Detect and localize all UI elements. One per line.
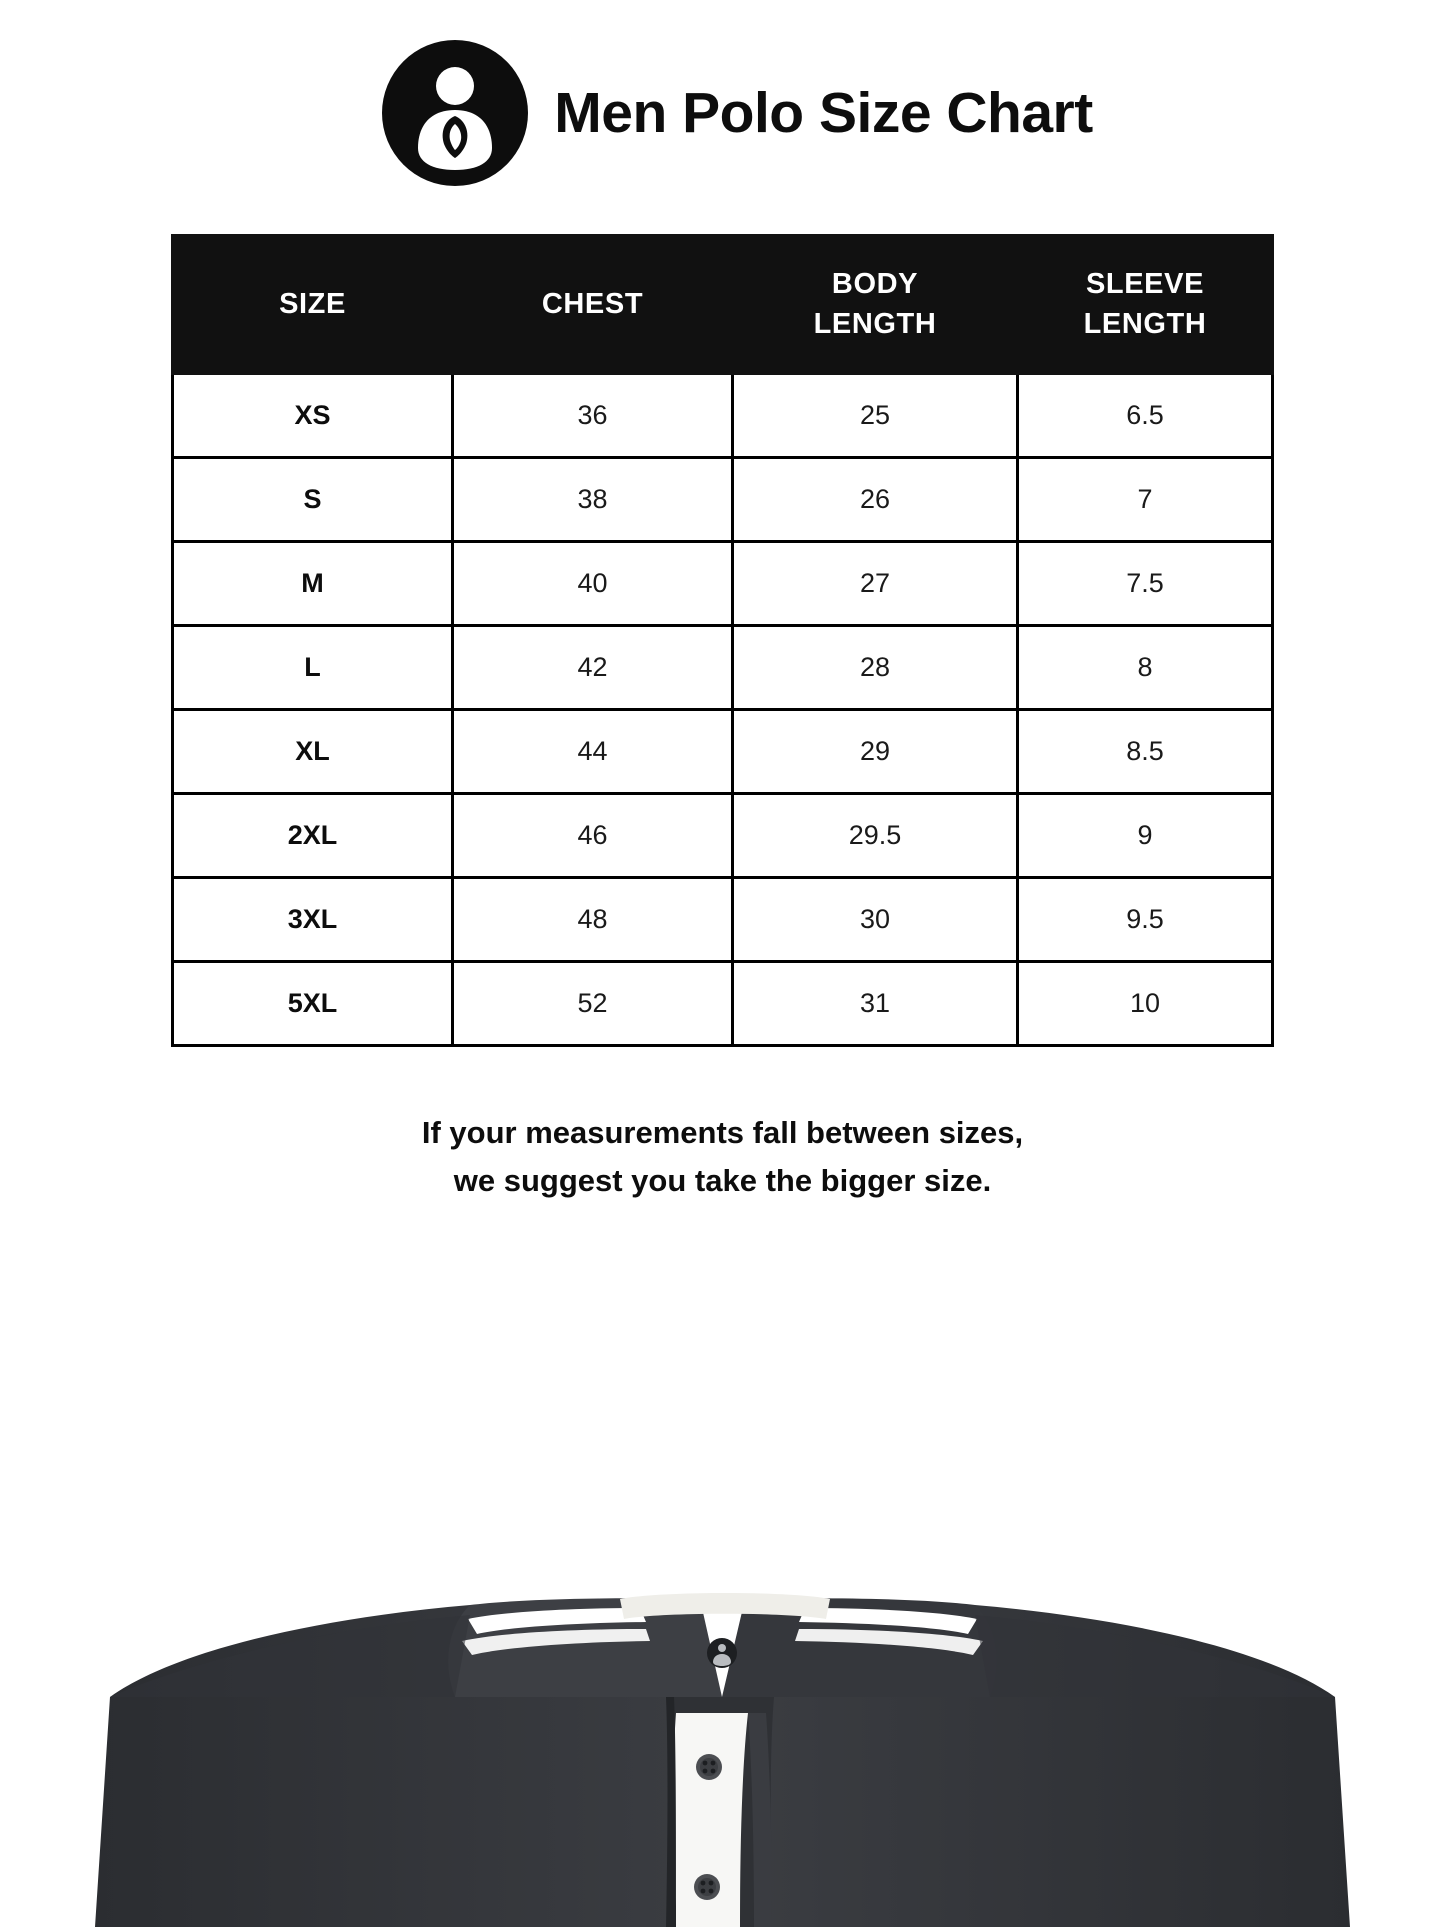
- sizing-note: [0, 1109, 1445, 1205]
- column-header-sleeve-length-line1: SLEEVE: [1085, 268, 1205, 301]
- column-header-size-line1: SIZE: [279, 287, 346, 320]
- table-row: [173, 878, 1273, 962]
- column-header-sleeve-length-line2: LENGTH: [1083, 307, 1207, 340]
- table-row: [173, 710, 1273, 794]
- cell-chest: 46: [453, 794, 733, 878]
- column-header-sleeve-length: [1018, 236, 1273, 374]
- cell-sleeve-length: 9: [1018, 794, 1273, 878]
- cell-size: XL: [173, 710, 453, 794]
- table-row: [173, 374, 1273, 458]
- cell-sleeve-length: 9.5: [1018, 878, 1273, 962]
- cell-body-length: 27: [733, 542, 1018, 626]
- table-header-row: [173, 236, 1273, 374]
- cell-sleeve-length: 7.5: [1018, 542, 1273, 626]
- cell-chest: 52: [453, 962, 733, 1046]
- column-header-body-length: [733, 236, 1018, 374]
- column-header-chest: [453, 236, 733, 374]
- cell-body-length: 25: [733, 374, 1018, 458]
- sizing-note-line1: If your measurements fall between sizes,: [421, 1115, 1024, 1150]
- cell-size: XS: [173, 374, 453, 458]
- cell-size: S: [173, 458, 453, 542]
- table-row: [173, 542, 1273, 626]
- column-header-body-length-line2: LENGTH: [813, 307, 937, 340]
- cell-sleeve-length: 8.5: [1018, 710, 1273, 794]
- cell-chest: 42: [453, 626, 733, 710]
- column-header-body-length-line1: BODY: [831, 268, 919, 301]
- cell-body-length: 31: [733, 962, 1018, 1046]
- column-header-size: [173, 236, 453, 374]
- cell-size: L: [173, 626, 453, 710]
- page-title: Men Polo Size Chart: [554, 80, 1093, 145]
- cell-chest: 44: [453, 710, 733, 794]
- size-table-body: [173, 374, 1273, 1046]
- column-header-chest-line1: CHEST: [541, 287, 644, 320]
- cell-chest: 48: [453, 878, 733, 962]
- table-row: [173, 962, 1273, 1046]
- cell-chest: 36: [453, 374, 733, 458]
- cell-size: M: [173, 542, 453, 626]
- size-table-head: [173, 236, 1273, 374]
- size-table-wrapper: [28, 234, 1417, 1047]
- cell-size: 2XL: [173, 794, 453, 878]
- cell-sleeve-length: 10: [1018, 962, 1273, 1046]
- cell-body-length: 28: [733, 626, 1018, 710]
- cell-sleeve-length: 8: [1018, 626, 1273, 710]
- cell-body-length: 26: [733, 458, 1018, 542]
- person-in-circle-logo: [382, 40, 528, 186]
- cell-sleeve-length: 6.5: [1018, 374, 1273, 458]
- table-row: [173, 794, 1273, 878]
- cell-body-length: 30: [733, 878, 1018, 962]
- sizing-note-line2: we suggest you take the bigger size.: [453, 1163, 992, 1199]
- cell-chest: 38: [453, 458, 733, 542]
- dark-grey-polo-shirt-photo: [0, 1227, 1445, 1927]
- cell-body-length: 29: [733, 710, 1018, 794]
- table-row: [173, 458, 1273, 542]
- table-row: [173, 626, 1273, 710]
- page-header: [0, 0, 1445, 186]
- cell-chest: 40: [453, 542, 733, 626]
- cell-size: 5XL: [173, 962, 453, 1046]
- cell-size: 3XL: [173, 878, 453, 962]
- cell-body-length: 29.5: [733, 794, 1018, 878]
- cell-sleeve-length: 7: [1018, 458, 1273, 542]
- size-table: [171, 234, 1274, 1047]
